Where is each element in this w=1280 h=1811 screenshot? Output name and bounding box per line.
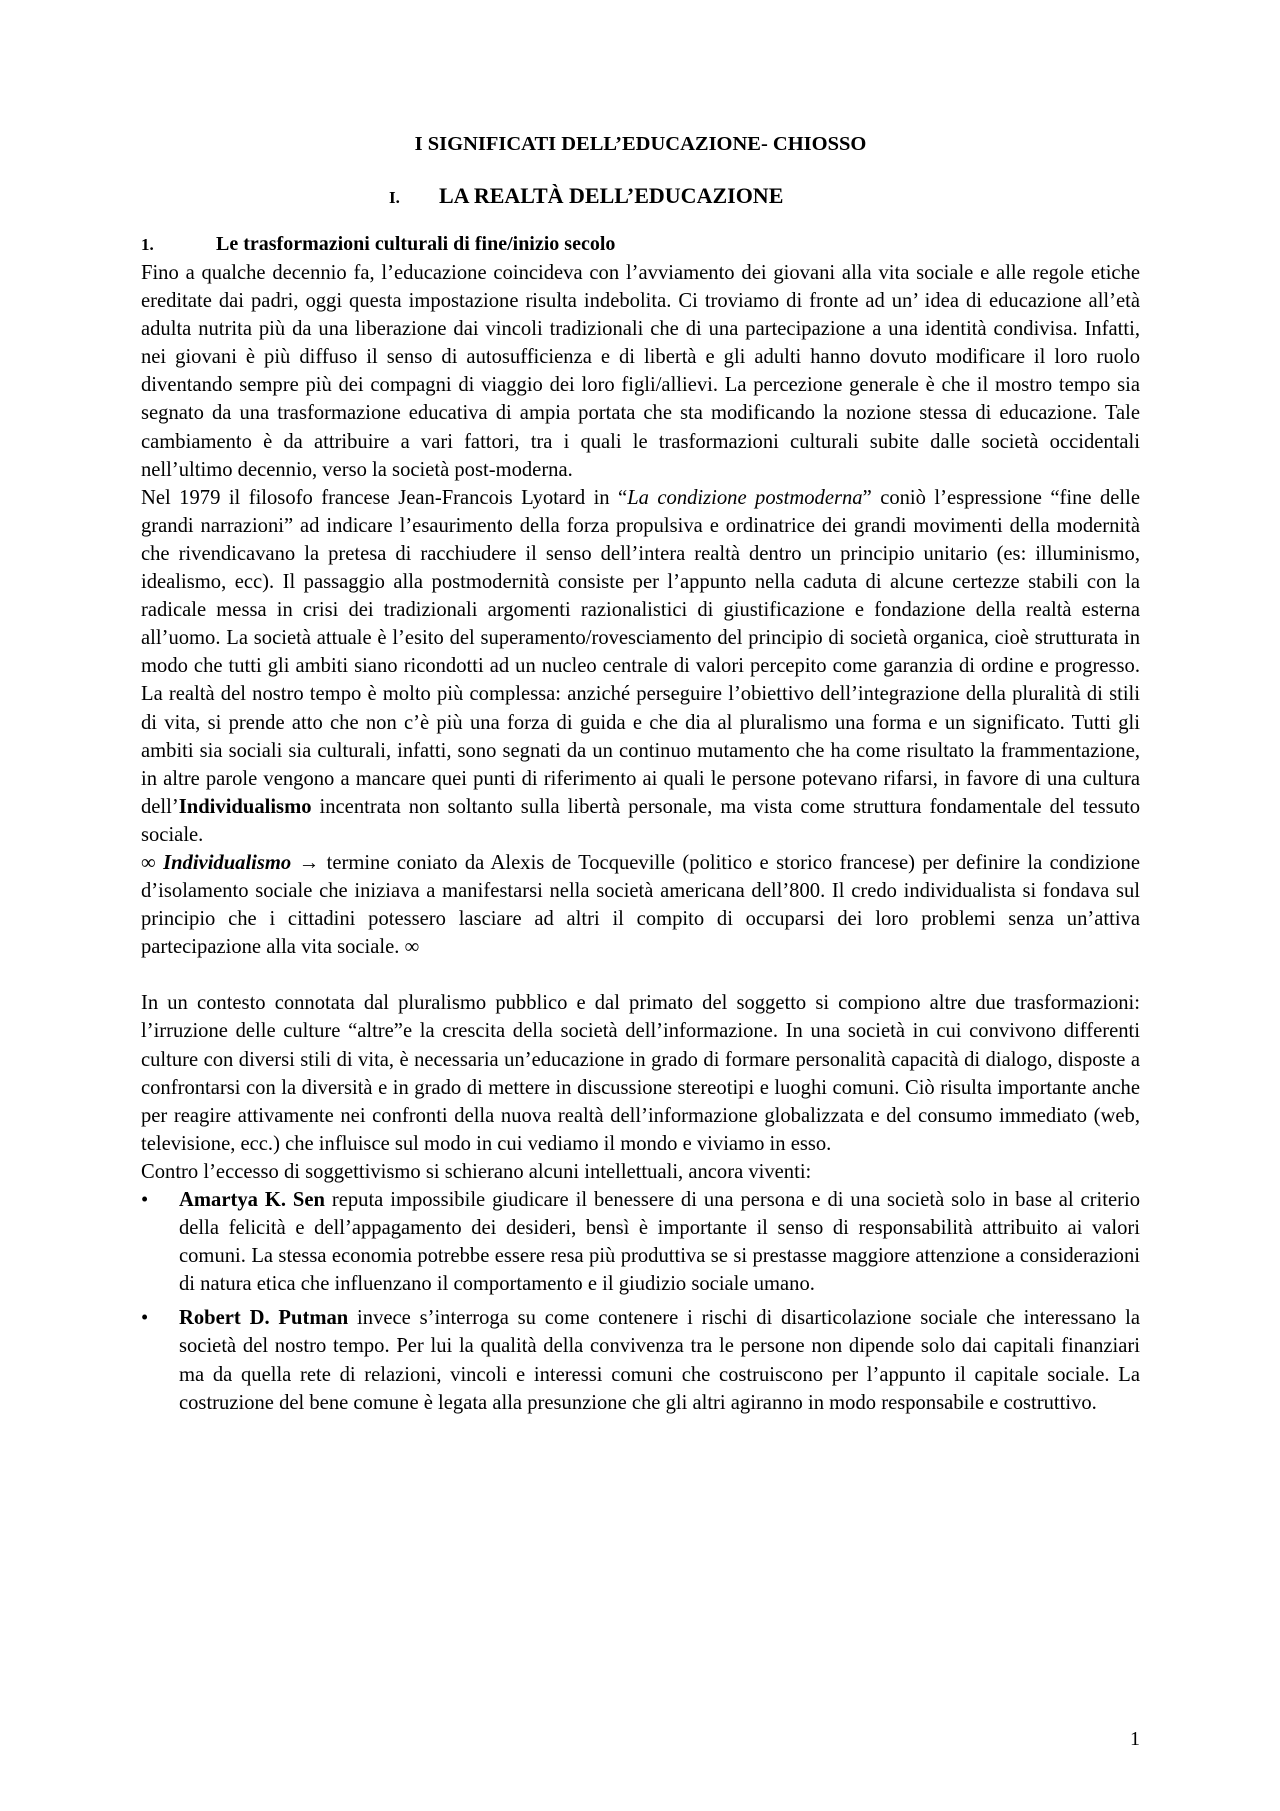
section-heading: [141, 230, 1140, 259]
infinity-symbol: ∞: [141, 851, 164, 874]
page-number: 1: [1130, 1728, 1140, 1750]
section-number: 1.: [141, 235, 154, 254]
definition-text: termine coniato da Alexis de Tocqueville (politico e storico francese) per definire la condizione d’isolamento sociale che iniziava a manifestarsi nella società americana dell’800. Il credo individualista si fondava sul principio che i cittadini potessero lasciare ad altri il compito di occuparsi dei loro problemi senza un’attiva partecipazione alla vita sociale. ∞: [141, 851, 1140, 959]
section-title: Le trasformazioni culturali di fine/inizio secolo: [216, 233, 616, 255]
chapter-title: LA REALTÀ DELL’EDUCAZIONE: [439, 183, 784, 208]
list-item-text: reputa impossibile giudicare il benessere di una persona e di una società solo in base al criterio della felicità e dell’appagamento dei desideri, bensì è importante il senso di responsabilità attribuito ai valori comuni. La stessa economia potrebbe essere resa più produttiva se si prestasse maggiore attenzione a considerazioni di natura etica che influenzano il comportamento e il giudizio sociale umano.: [179, 1189, 1140, 1296]
definition-term: Individualismo: [163, 851, 292, 874]
definition-note: [141, 849, 1140, 961]
bullet-marker: •: [141, 1307, 149, 1330]
chapter-heading: [141, 182, 1140, 212]
paragraph-4: In un contesto connotata dal pluralismo pubblico e dal primato del soggetto si compiono altre due trasformazioni: l’irruzione delle culture “altre”e la crescita della società dell’informazione. In una società in cui convivono differenti culture con diversi stili di vita, è necessaria un’educazione in grado di formare personalità capacità di dialogo, disposte a confrontarsi con la diversità e in grado di mettere in discussione stereotipi e luoghi comuni. Ciò risulta importante anche per reagire attivamente nei confronti della nuova realtà dell’informazione globalizzata e del consumo immediato (web, televisione, ecc.) che influisce sul modo in cui vediamo il mondo e viviamo in esso.: [141, 992, 1140, 1155]
author-name: Robert D. Putman: [179, 1307, 349, 1330]
paragraph-1: Fino a qualche decennio fa, l’educazione coincideva con l’avviamento dei giovani alla vita sociale e alle regole etiche ereditate dai padri, oggi questa impostazione risulta indebolita. Ci troviamo di fronte ad un’ idea di educazione all’età adulta nutrita più da una liberazione dai vincoli tradizionali che di una partecipazione a una identità condivisa. Infatti, nei giovani è più diffuso il senso di autosufficienza e di libertà e gli adulti hanno dovuto modificare il loro ruolo diventando sempre più dei compagni di viaggio dei loro figli/allievi. La percezione generale è che il mostro tempo sia segnato da una trasformazione educativa di ampia portata che sta modificando la nozione stessa di educazione. Tale cambiamento è da attribuire a vari fattori, tra i quali le trasformazioni culturali subite dalle società occidentali nell’ultimo decennio, verso la società post-moderna.: [141, 262, 1140, 481]
arrow-symbol: →: [291, 851, 327, 874]
individualismo-term: Individualismo: [178, 795, 312, 818]
paragraph-2-middle: ” coniò l’espressione “fine delle grandi narrazioni” ad indicare l’esaurimento della forza propulsiva e ordinatrice dei grandi movimenti della modernità che rivendicavano la pretesa di racchiudere il senso dell’intera realtà dentro un principio unitario (es: illuminismo, idealismo, ecc). Il passaggio alla postmodernità consiste per l’appunto nella caduta di alcune certezze stabili con la radicale messa in crisi dei tradizionali argomenti razionalistici di giustificazione e fondazione della realtà esterna all’uomo. La società attuale è l’esito del superamento/rovesciamento del principio di società organica, cioè strutturata in modo che tutti gli ambiti siano ricondotti ad un nucleo centrale di valori percepito come garanzia di ordine e progresso. La realtà del nostro tempo è molto più complessa: anziché perseguire l’obiettivo dell’integrazione della pluralità di stili di vita, si prende atto che non c’è più una forza di guida e che dia al pluralismo una forma e un significato. Tutti gli ambiti sia sociali sia culturali, infatti, sono segnati da un continuo mutamento che ha come risultato la frammentazione, in altre parole vengono a mancare quei punti di riferimento ai quali le persone potevano rifarsi, in favore di una cultura dell’: [141, 486, 1140, 818]
paragraph-5: Contro l’eccesso di soggettivismo si schierano alcuni intellettuali, ancora viventi:: [141, 1160, 812, 1183]
bullet-marker: •: [141, 1189, 149, 1211]
book-title: La condizione postmoderna: [627, 486, 863, 509]
intellectuals-list: [141, 1186, 1140, 1417]
paragraph-spacer: [141, 961, 1140, 989]
document-page: [141, 130, 1140, 1423]
list-item: [141, 1304, 1140, 1416]
document-title: I SIGNIFICATI DELL’EDUCAZIONE- CHIOSSO: [414, 133, 867, 155]
list-item-text: invece s’interroga su come contenere i rischi di disarticolazione sociale che interessano la società del nostro tempo. Per lui la qualità della convivenza tra le persone non dipende solo dai capitali finanziari ma da quella rete di relazioni, vincoli e interessi comuni che costruiscono per l’appunto il capitale sociale. La costruzione del bene comune è legata alla presunzione che gli altri agiranno in modo responsabile e costruttivo.: [179, 1307, 1140, 1414]
paragraph-2-after: incentrata non soltanto sulla libertà personale, ma vista come struttura fondamentale del tessuto sociale.: [141, 795, 1140, 846]
author-name: Amartya K. Sen: [179, 1189, 325, 1211]
chapter-number: I.: [389, 188, 400, 207]
paragraph-2: [141, 484, 1140, 849]
paragraph-2-before: Nel 1979 il filosofo francese Jean-Francois Lyotard in “: [141, 486, 628, 509]
list-item: [141, 1186, 1140, 1298]
